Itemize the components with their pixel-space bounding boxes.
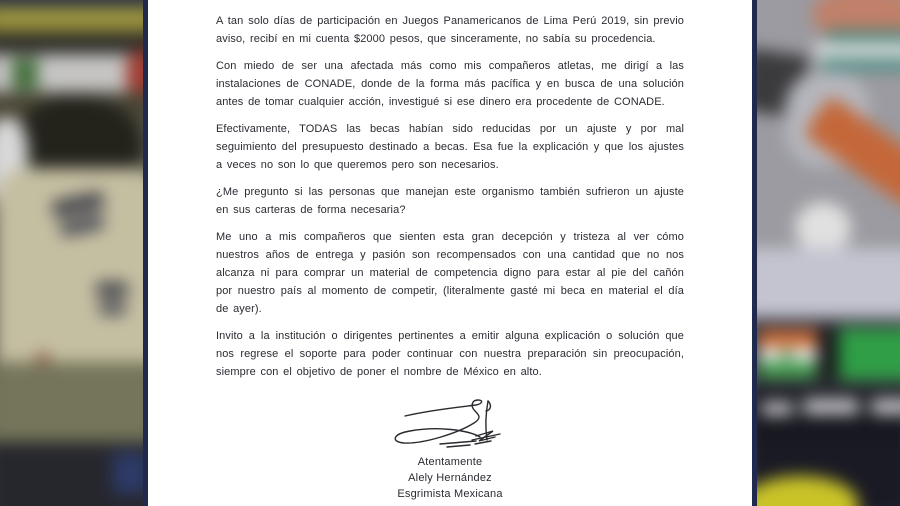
blur-shape (821, 58, 900, 70)
letter-paragraph: ¿Me pregunto si las personas que manejan este organismo también sufrieron un ajuste en sus carteras de forma necesaria? (216, 186, 684, 216)
blur-shape (817, 328, 839, 380)
signature-block (148, 398, 752, 502)
blur-shape (96, 282, 128, 297)
blur-shape (757, 248, 900, 324)
signatory-name: Alely Hernández (408, 472, 492, 484)
blur-shape (126, 50, 143, 98)
blur-shape (761, 402, 793, 415)
blur-shape (759, 330, 817, 347)
letter-paragraph: Invito a la institución o dirigentes pertinentes a emitir alguna explicación o solución que nos regrese el soporte para poder continuar con nuestra preparación sin preocupación, siempre con el objetivo de poner el nombre de México en alto. (216, 330, 684, 378)
letter-paragraph: A tan solo días de participación en Juegos Panamericanos de Lima Perú 2019, sin previo aviso, recibí en mi cuenta $2000 pesos, que sinceramente, no sabía su procedencia. (216, 15, 684, 45)
letter-paragraph: Efectivamente, TODAS las becas habían sido reducidas por un ajuste y por mal seguimiento del presupuesto destinado a becas. Esa fue la explicación y que los ajustes a veces no son lo que queremos pero son necesarios. (216, 123, 684, 171)
background-photo-left (0, 0, 143, 506)
background-photo-left-blur (0, 0, 143, 506)
letter-page (143, 0, 757, 506)
blur-shape (99, 302, 126, 315)
handwritten-signature-icon (390, 398, 510, 452)
background-photo-right-blur (757, 0, 900, 506)
blur-shape (759, 362, 817, 378)
blur-shape (871, 399, 900, 414)
blur-shape (795, 202, 851, 254)
blur-shape (803, 399, 859, 414)
letter-paragraph: Con miedo de ser una afectada más como mis compañeros atletas, me dirigí a las instalaciones de CONADE, donde de la forma más pacífica y en busca de una solución antes de tomar cualquier acción, investigué si ese dinero era procedente de CONADE. (216, 60, 684, 108)
signatory-title: Esgrimista Mexicana (397, 488, 503, 500)
closing-text: Atentamente (417, 456, 483, 468)
background-photo-right (757, 0, 900, 506)
blur-shape (781, 349, 792, 360)
blur-shape (12, 58, 38, 90)
letter-paragraph: Me uno a mis compañeros que sienten esta gran decepción y tristeza al ver cómo nuestros años de entrega y pasión son recompensados con una cantidad que no nos alcanza ni para comprar un material de competencia digno para estar al pie del cañón por nuestro país al momento de competir, (literalmente gasté mi beca en material el día de ayer). (216, 231, 684, 315)
blur-shape (839, 328, 900, 380)
blur-shape (112, 452, 143, 494)
letter-body (148, 0, 752, 381)
